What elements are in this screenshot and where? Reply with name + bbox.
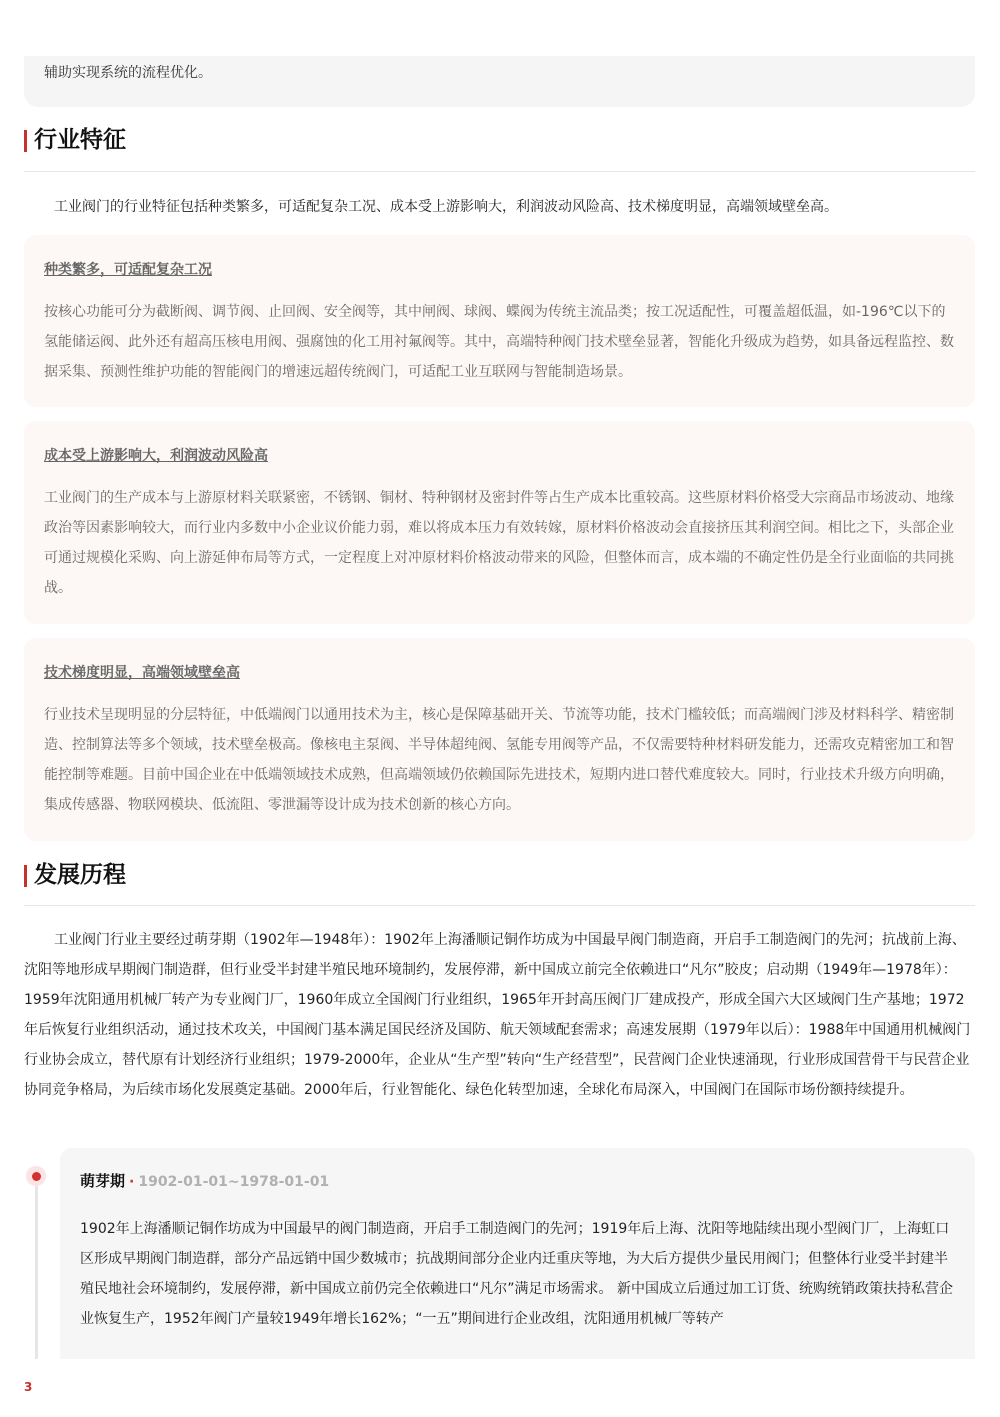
timeline-separator: · (129, 1174, 135, 1190)
feature-card-body: 工业阀门的生产成本与上游原材料关联紧密，不锈钢、铜材、特种钢材及密封件等占生产成本比重较高。这些原材料价格受大宗商品市场波动、地缘政治等因素影响较大，而行业内多数中小企业议价能力弱，难以将成本压力有效转嫁，原材料价格波动会直接挤压其利润空间。相比之下，头部企业可通过规模化采购、向上游延伸布局等方式，一定程度上对冲原材料价格波动带来的风险，但整体而言，成本端的不确定性仍是全行业面临的共同挑战。 (44, 490, 954, 596)
feature-card-body: 行业技术呈现明显的分层特征，中低端阀门以通用技术为主，核心是保障基础开关、节流等功能，技术门槛较低；而高端阀门涉及材料科学、精密制造、控制算法等多个领域，技术壁垒极高。像核电主泵阀、半导体超纯阀、氢能专用阀等产品，不仅需要特种材料研发能力，还需攻克精密加工和智能控制等难题。目前中国企业在中低端领域技术成熟，但高端领域仍依赖国际先进技术，短期内进口替代难度较大。同时，行业技术升级方向明确，集成传感器、物联网模块、低流阻、零泄漏等设计成为技术创新的核心方向。 (44, 707, 954, 813)
section-title-industry-features: 行业特征 (24, 126, 126, 156)
feature-card-heading: 技术梯度明显，高端领域壁垒高 (44, 665, 240, 681)
continuation-text: 辅助实现系统的流程优化。 (44, 65, 212, 81)
history-intro: 工业阀门行业主要经过萌芽期（1902年—1948年）：1902年上海潘顺记铜作坊成为中国最早阀门制造商，开启手工制造阀门的先河；抗战前上海、沈阳等地形成早期阀门制造群，但行业受半封建半殖民地环境制约，发展停滞，新中国成立前完全依赖进口“凡尔”胶皮；启动期（1949年—1978年）：1959年沈阳通用机械厂转产为专业阀门厂，1960年成立全国阀门行业组织，1965年开封高压阀门厂建成投产，形成全国六大区域阀门生产基地；1972年后恢复行业组织活动，通过技术攻关，中国阀门基本满足国民经济及国防、航天领域配套需求；高速发展期（1979年以后）：1988年中国通用机械阀门行业协会成立，替代原有计划经济行业组织；1979-2000年，企业从“生产型”转向“生产经营型”，民营阀门企业快速涌现，行业形成国营骨干与民营企业协同竞争格局，为后续市场化发展奠定基础。2000年后，行业智能化、绿色化转型加速，全球化布局深入，中国阀门在国际市场份额持续提升。 (24, 932, 971, 1098)
section-divider (24, 905, 975, 906)
timeline-phase-name: 萌芽期 (80, 1172, 126, 1190)
industry-features-intro: 工业阀门的行业特征包括种类繁多，可适配复杂工况、成本受上游影响大，利润波动风险高、技术梯度明显，高端领域壁垒高。 (54, 199, 838, 215)
feature-card-cost (24, 421, 975, 624)
continuation-box (24, 56, 975, 107)
feature-card-body: 按核心功能可分为截断阀、调节阀、止回阀、安全阀等，其中闸阀、球阀、蝶阀为传统主流品类；按工况适配性，可覆盖超低温，如-196℃以下的氢能储运阀、此外还有超高压核电用阀、强腐蚀的化工用衬氟阀等。其中，高端特种阀门技术壁垒显著，智能化升级成为趋势，如具备远程监控、数据采集、预测性维护功能的智能阀门的增速远超传统阀门，可适配工业互联网与智能制造场景。 (44, 304, 954, 380)
timeline-dot-icon (26, 1166, 46, 1186)
timeline-text: 1902年上海潘顺记铜作坊成为中国最早的阀门制造商，开启手工制造阀门的先河；1919年后上海、沈阳等地陆续出现小型阀门厂，上海虹口区形成早期阀门制造群，部分产品远销中国少数城市；抗战期间部分企业内迁重庆等地，为大后方提供少量民用阀门；但整体行业受半封建半殖民地社会环境制约，发展停滞，新中国成立前仍完全依赖进口“凡尔”满足市场需求。 新中国成立后通过加工订货、统购统销政策扶持私营企业恢复生产，1952年阀门产量较1949年增长162%；“一五”期间进行企业改组，沈阳通用机械厂等转产 (80, 1221, 953, 1327)
feature-card-heading: 种类繁多，可适配复杂工况 (44, 262, 212, 278)
page-number: 3 (24, 1380, 33, 1394)
timeline-date-range: 1902-01-01~1978-01-01 (138, 1174, 330, 1190)
timeline-line (35, 1184, 38, 1359)
feature-card-variety (24, 235, 975, 407)
feature-card-technology (24, 638, 975, 841)
timeline-card-budding (60, 1148, 975, 1359)
section-divider (24, 171, 975, 172)
section-title-history: 发展历程 (24, 861, 126, 891)
feature-card-heading: 成本受上游影响大，利润波动风险高 (44, 448, 268, 464)
